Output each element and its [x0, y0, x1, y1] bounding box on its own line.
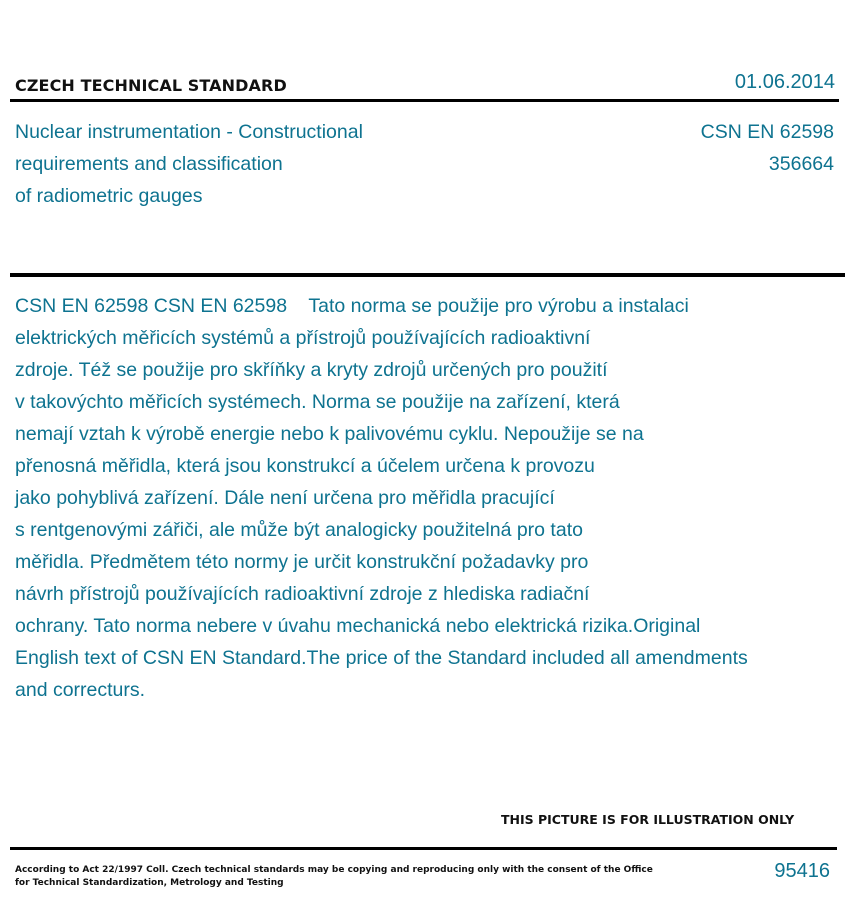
description-line: v takovýchto měřicích systémech. Norma se použije na zařízení, která: [15, 391, 620, 413]
standard-identifiers: [701, 116, 834, 180]
description-line: CSN EN 62598 CSN EN 62598 Tato norma se použije pro výrobu a instalaci: [15, 295, 689, 317]
description-line: přenosná měřidla, která jsou konstrukcí a účelem určena k provozu: [15, 455, 595, 477]
section-divider: [10, 273, 845, 277]
copyright-line: for Technical Standardization, Metrology and Testing: [15, 878, 284, 888]
standard-title: [15, 116, 363, 212]
standard-description: [15, 290, 835, 706]
standard-title-line: of radiometric gauges: [15, 185, 203, 207]
description-line: ochrany. Tato norma nebere v úvahu mechanická nebo elektrická rizika.Original: [15, 615, 701, 637]
class-number: 356664: [768, 153, 834, 175]
description-line: s rentgenovými zářiči, ale může být analogicky použitelná pro tato: [15, 519, 583, 541]
standard-title-line: Nuclear instrumentation - Constructional: [15, 121, 363, 143]
copyright-notice: [15, 864, 653, 890]
illustration-disclaimer: THIS PICTURE IS FOR ILLUSTRATION ONLY: [501, 812, 795, 827]
footer-divider: [10, 847, 837, 850]
document-id: 95416: [774, 860, 830, 882]
description-line: jako pohyblivá zařízení. Dále není určena pro měřidla pracující: [15, 487, 555, 509]
description-line: elektrických měřicích systémů a přístrojů používajících radioaktivní: [15, 327, 591, 349]
description-line: and correcturs.: [15, 679, 146, 701]
description-line: návrh přístrojů používajících radioaktivní zdroje z hlediska radiační: [15, 583, 590, 605]
standard-title-line: requirements and classification: [15, 153, 283, 175]
publication-date: 01.06.2014: [734, 71, 835, 93]
description-line: nemají vztah k výrobě energie nebo k palivovému cyklu. Nepoužije se na: [15, 423, 644, 445]
header-divider: [10, 99, 839, 102]
copyright-line: According to Act 22/1997 Coll. Czech technical standards may be copying and reproducing only with the consent of the Office: [15, 865, 653, 875]
standard-code: CSN EN 62598: [700, 121, 834, 143]
description-line: měřidla. Předmětem této normy je určit konstrukční požadavky pro: [15, 551, 589, 573]
description-line: zdroje. Též se použije pro skříňky a kryty zdrojů určených pro použití: [15, 359, 608, 381]
description-line: English text of CSN EN Standard.The price of the Standard included all amendments: [15, 647, 748, 669]
document-type-label: CZECH TECHNICAL STANDARD: [15, 76, 287, 95]
